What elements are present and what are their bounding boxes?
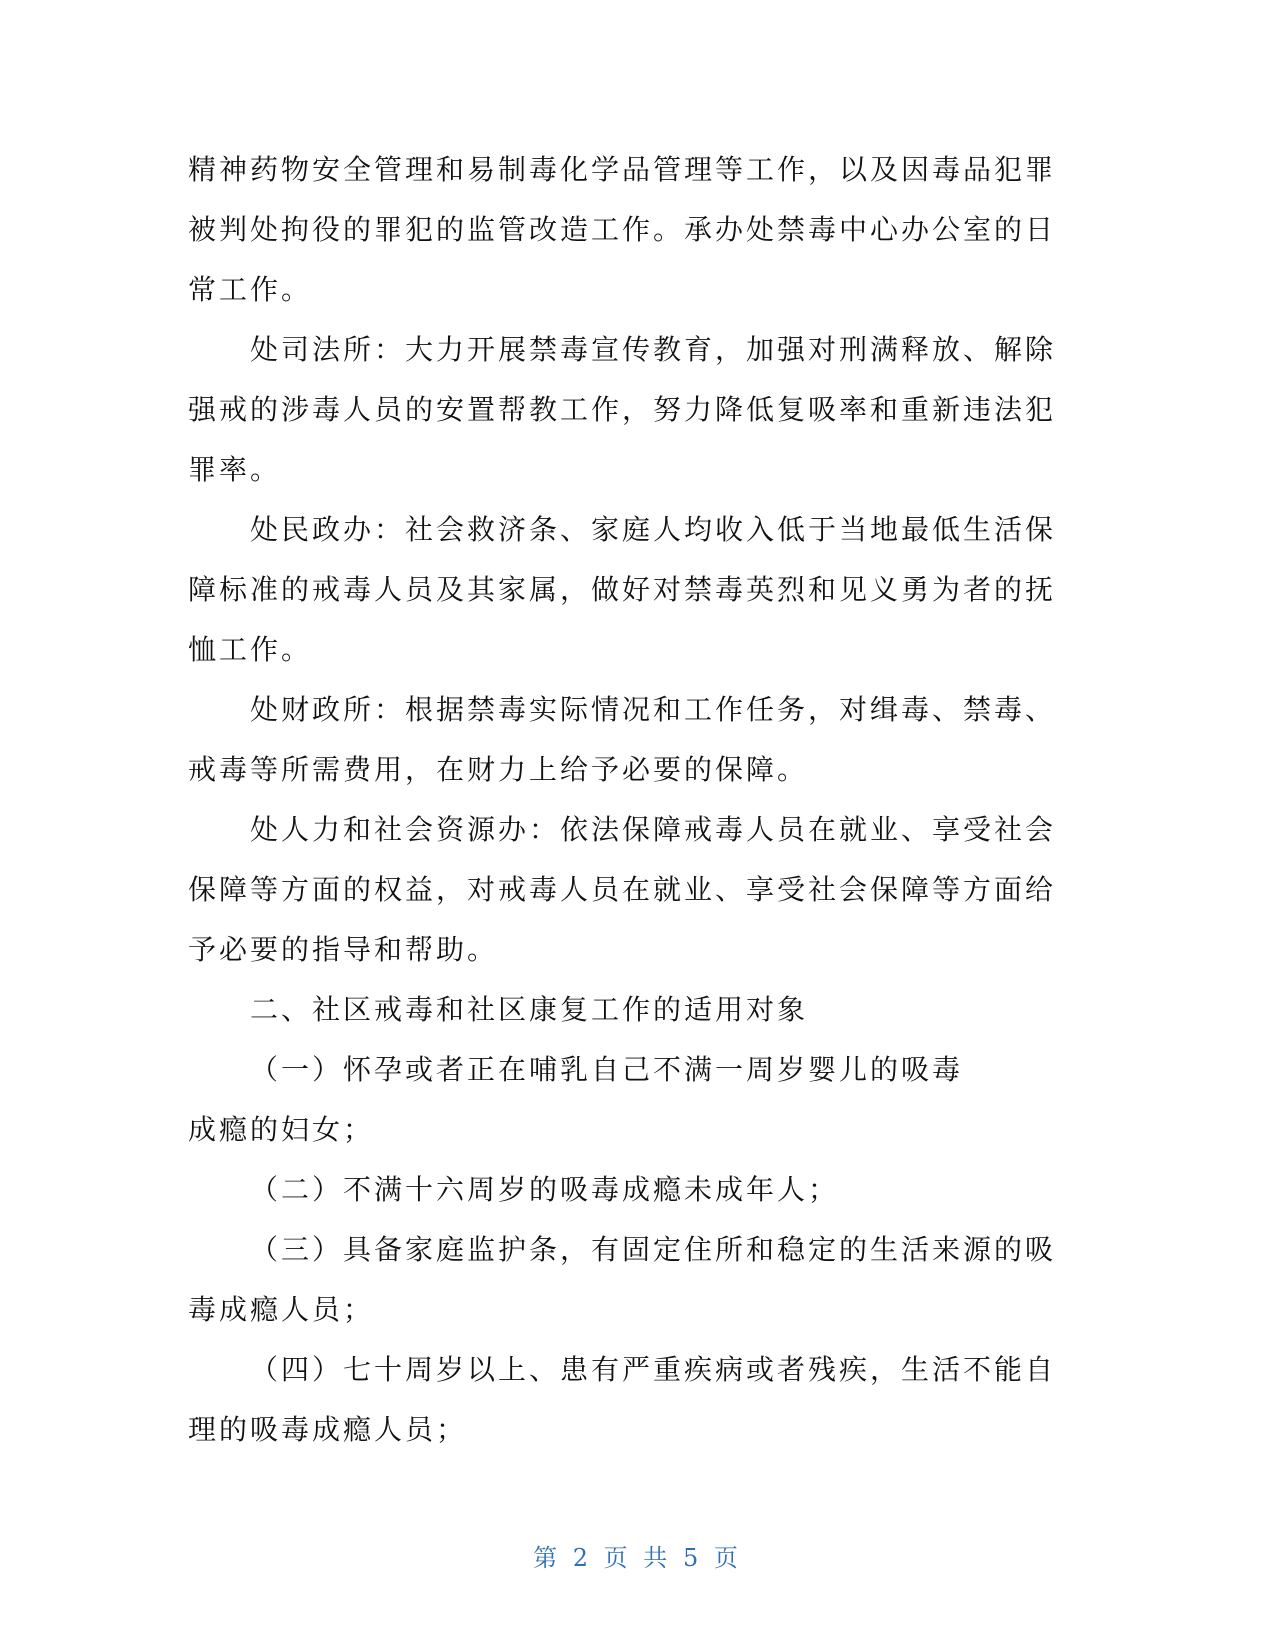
text-line: 恤工作。 (188, 633, 313, 666)
section-heading: 二、社区戒毒和社区康复工作的适用对象 (250, 993, 809, 1026)
list-item-continuation: 理的吸毒成瘾人员； (188, 1413, 468, 1446)
text-line: 障标准的戒毒人员及其家属，做好对禁毒英烈和见义勇为者的抚 (188, 573, 1057, 606)
text-line: 处财政所：根据禁毒实际情况和工作任务，对缉毒、禁毒、 (250, 693, 1057, 726)
list-item: （三）具备家庭监护条，有固定住所和稳定的生活来源的吸 (250, 1233, 1057, 1266)
text-line: 强戒的涉毒人员的安置帮教工作，努力降低复吸率和重新违法犯 (188, 393, 1057, 426)
list-item-continuation: 毒成瘾人员； (188, 1293, 375, 1326)
text-line: 罪率。 (188, 453, 282, 486)
text-line: 戒毒等所需费用，在财力上给予必要的保障。 (188, 753, 809, 786)
list-item: （四）七十周岁以上、患有严重疾病或者残疾，生活不能自 (250, 1353, 1057, 1386)
text-line: 被判处拘役的罪犯的监管改造工作。承办处禁毒中心办公室的日 (188, 213, 1057, 246)
page-number-footer: 第 2 页 共 5 页 (533, 1544, 742, 1572)
document-body (188, 140, 1058, 1460)
text-line: 处司法所：大力开展禁毒宣传教育，加强对刑满释放、解除 (250, 333, 1057, 366)
list-item: （二）不满十六周岁的吸毒成瘾未成年人； (250, 1173, 840, 1206)
text-line: 常工作。 (188, 273, 313, 306)
text-line: 保障等方面的权益，对戒毒人员在就业、享受社会保障等方面给 (188, 873, 1057, 906)
list-item: （一）怀孕或者正在哺乳自己不满一周岁婴儿的吸毒 (250, 1053, 964, 1086)
text-line: 处民政办：社会救济条、家庭人均收入低于当地最低生活保 (250, 513, 1057, 546)
text-line: 予必要的指导和帮助。 (188, 933, 499, 966)
text-line: 处人力和社会资源办：依法保障戒毒人员在就业、享受社会 (250, 813, 1057, 846)
list-item-continuation: 成瘾的妇女； (188, 1113, 375, 1146)
text-line: 精神药物安全管理和易制毒化学品管理等工作，以及因毒品犯罪 (188, 153, 1057, 186)
